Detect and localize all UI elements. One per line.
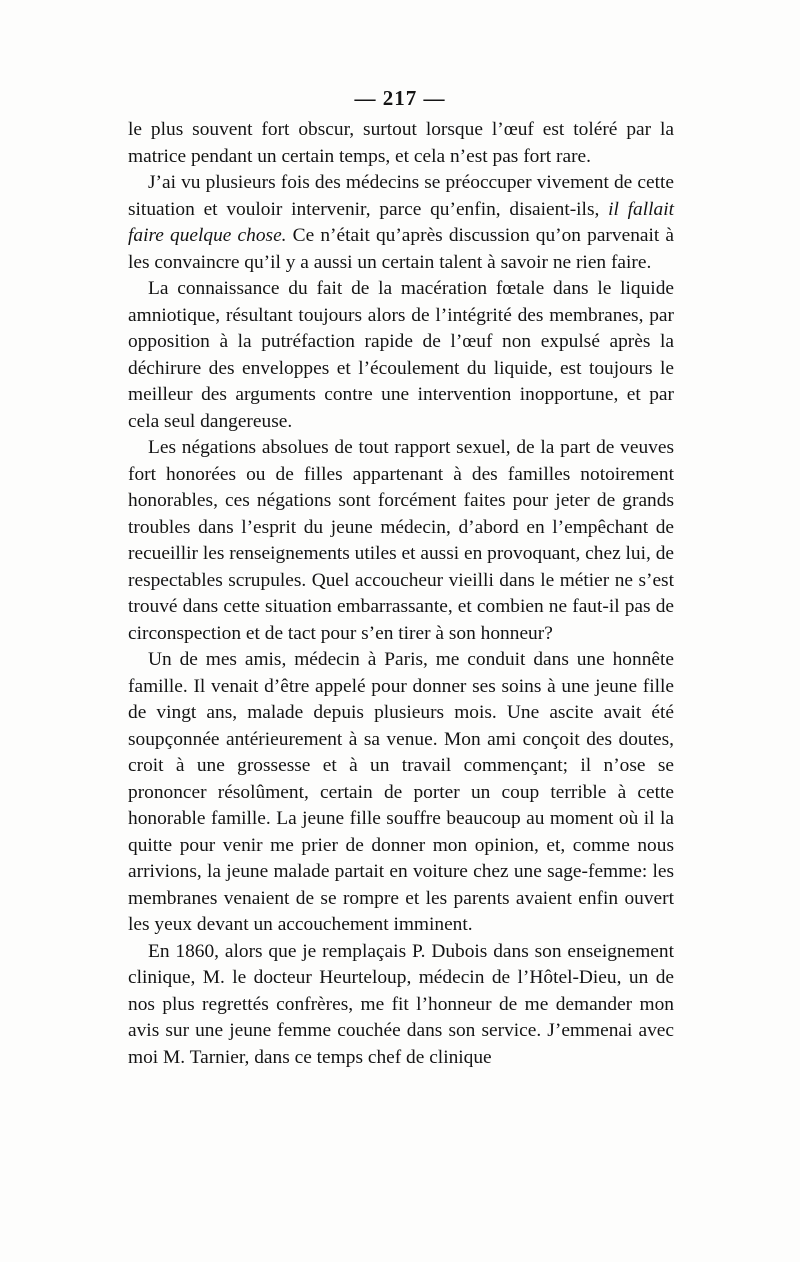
paragraph-3: La connaissance du fait de la macération fœtale dans le liquide amniotique, résultant toujours alors de l’intégrité des membranes, par opposition à la putréfaction rapide de l’œuf non expulsé après la déchirure des enveloppes et l’écoulement du liquide, est toujours le meilleur des arguments contre une intervention inopportune, et par cela seul dangereuse. [128,278,674,432]
paragraph-6: En 1860, alors que je remplaçais P. Dubois dans son enseignement clinique, M. le docteur Heurteloup, médecin de l’Hôtel-Dieu, un de nos plus regrettés confrères, me fit l’honneur de me demander mon avis sur une jeune femme couchée dans son service. J’emmenai avec moi M. Tarnier, dans ce temps chef de clinique [128,940,674,1068]
paragraph-4: Les négations absolues de tout rapport sexuel, de la part de veuves fort honorées ou de filles appartenant à des familles notoirement honorables, ces négations sont forcément faites pour jeter de grands troubles dans l’esprit du jeune médecin, d’abord en l’empêchant de recueillir les renseignements utiles et aussi en provoquant, chez lui, de respectables scrupules. Quel accoucheur vieilli dans le métier ne s’est trouvé dans cette situation embarrassante, et combien ne faut-il pas de circonspection et de tact pour s’en tirer à son honneur? [128,437,674,644]
paragraph-5: Un de mes amis, médecin à Paris, me conduit dans une honnête famille. Il venait d’être appelé pour donner ses soins à une jeune fille de vingt ans, malade depuis plusieurs mois. Une ascite avait été soupçonnée antérieurement à sa venue. Mon ami conçoit des doutes, croit à une grossesse et à un travail commençant; il n’ose se prononcer résolûment, certain de porter un coup terrible à cette honorable famille. La jeune fille souffre beaucoup au moment où il la quitte pour venir me prier de donner mon opinion, et, comme nous arrivions, la jeune malade partait en voiture chez une sage-femme: les membranes venaient de se rompre et les parents avaient enfin ouvert les yeux devant un accouchement imminent. [128,649,674,935]
paragraph-1: le plus souvent fort obscur, surtout lorsque l’œuf est toléré par la matrice pendant un certain temps, et cela n’est pas fort rare. [128,119,674,167]
paragraph-2-italic: il fallait faire quelque chose. [128,198,675,246]
paragraph-2-start: J’ai vu plusieurs fois des médecins se préoccuper vivement de cette situation et vouloir intervenir, parce qu’enfin, disaient-ils, [128,172,674,220]
page-number: — 217 — [354,86,446,110]
paragraph-2 [128,170,674,276]
body-text [128,117,674,1071]
paragraph-2-end: Ce n’était qu’après discussion qu’on parvenait à les convaincre qu’il y a aussi un certain talent à savoir ne rien faire. [128,225,674,273]
